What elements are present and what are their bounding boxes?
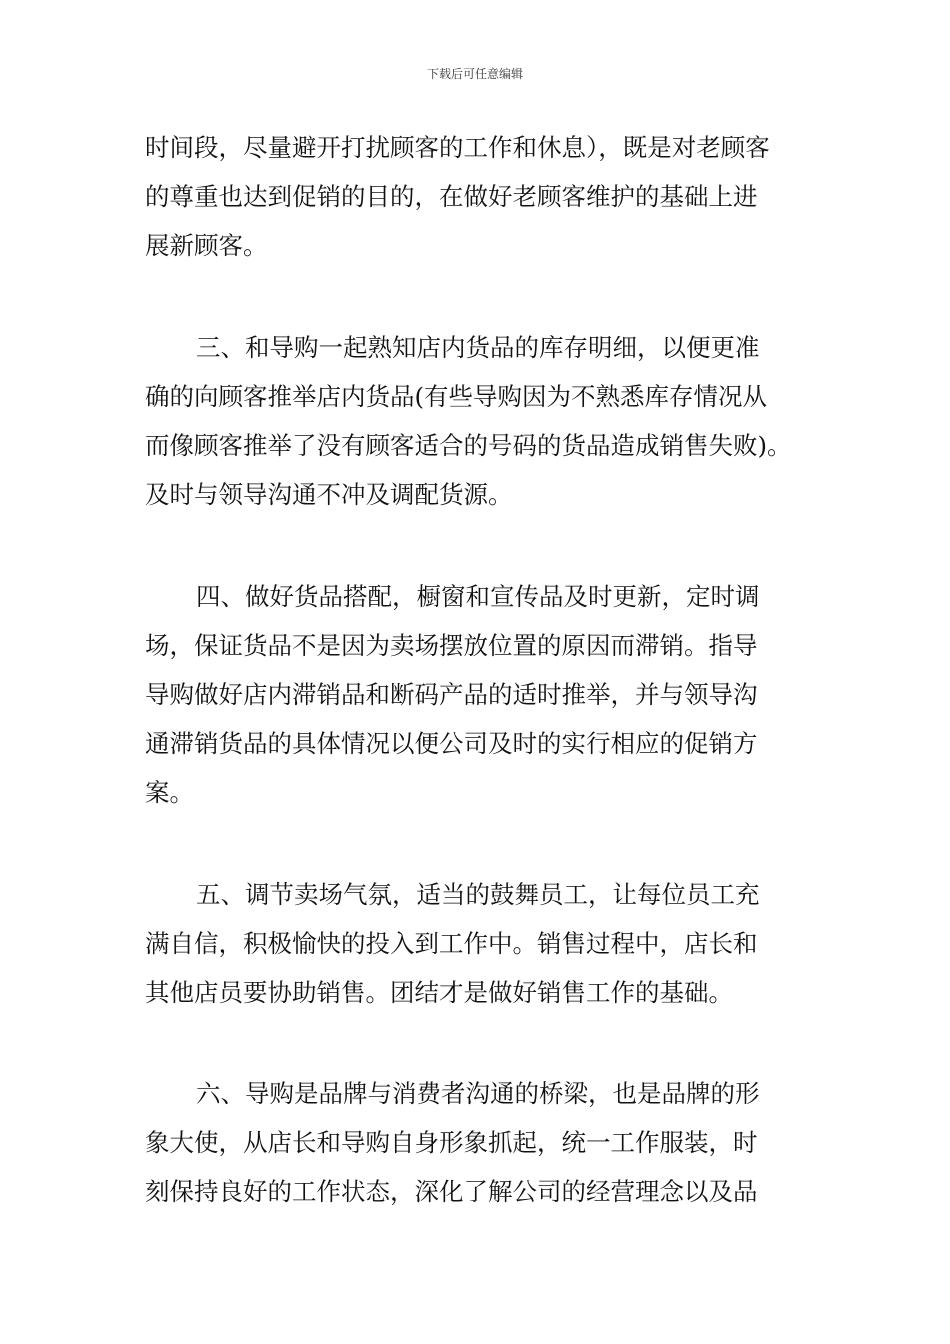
text-line: 象大使，从店长和导购自身形象抓起，统一工作服装，时 — [145, 1128, 758, 1157]
text-line: 通滞销货品的具体情况以便公司及时的实行相应的促销方 — [145, 729, 758, 758]
paragraph-heading-6: 六、导购是品牌与消费者沟通的桥梁，也是品牌的形 — [196, 1079, 760, 1108]
text-line: 时间段，尽量避开打扰顾客的工作和休息），既是对老顾客 — [145, 133, 770, 162]
text-line: 导购做好店内滞销品和断码产品的适时推举，并与领导沟 — [145, 680, 758, 709]
text-line: 满自信，积极愉快的投入到工作中。销售过程中，店长和 — [145, 929, 758, 958]
paragraph-heading-3: 三、和导购一起熟知店内货品的库存明细，以便更准 — [196, 333, 760, 362]
paragraph-heading-5: 五、调节卖场气氛，适当的鼓舞员工，让每位员工充 — [196, 880, 760, 909]
text-line: 刻保持良好的工作状态，深化了解公司的经营理念以及品 — [145, 1177, 758, 1206]
text-line: 的尊重也达到促销的目的，在做好老顾客维护的基础上进 — [145, 182, 758, 211]
text-line: 及时与领导沟通不冲及调配货源。 — [145, 480, 513, 509]
text-line: 场，保证货品不是因为卖场摆放位置的原因而滞销。指导 — [145, 631, 758, 660]
text-line: 其他店员要协助销售。团结才是做好销售工作的基础。 — [145, 978, 733, 1007]
text-line: 案。 — [145, 778, 194, 807]
text-line: 确的向顾客推举店内货品(有些导购因为不熟悉库存情况从 — [145, 382, 768, 411]
paragraph-heading-4: 四、做好货品搭配，橱窗和宣传品及时更新，定时调 — [196, 582, 760, 611]
text-line: 展新顾客。 — [145, 231, 268, 260]
page-header: 下载后可任意编辑 — [426, 67, 523, 81]
text-line: 而像顾客推举了没有顾客适合的号码的货品造成销售失败)。 — [145, 431, 792, 460]
